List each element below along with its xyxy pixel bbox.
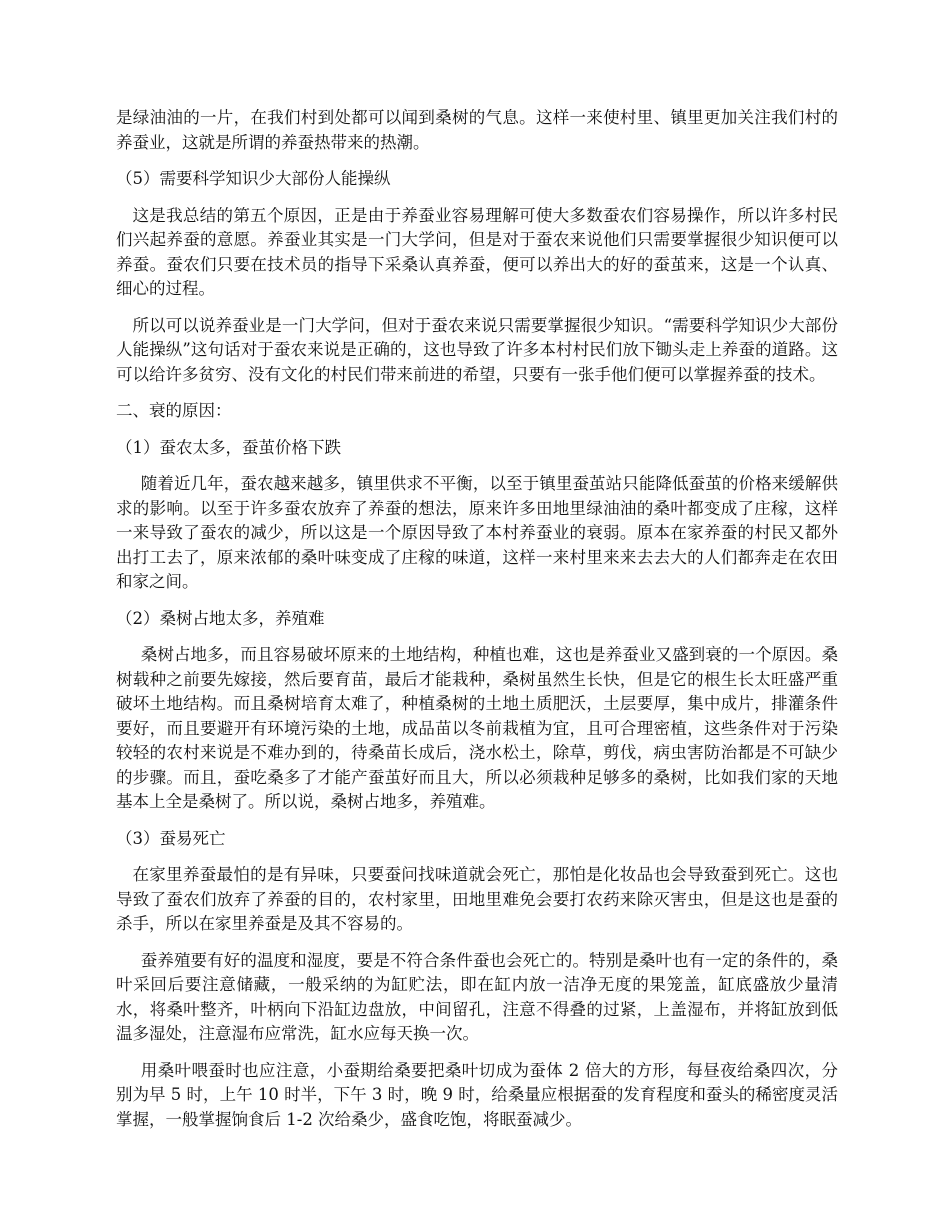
paragraph-decline-1: 随着近几年，蚕农越来越多，镇里供求不平衡，以至于镇里蚕茧站只能降低蚕茧的价格来缓解供求的影响。以至于许多蚕农放弃了养蚕的想法，原来许多田地里绿油油的桑叶都变成了庄稼，这样一来导致了蚕农的减少，所以这是一个原因导致了本村养蚕业的衰弱。原本在家养蚕的村民又都外出打工去了，原来浓郁的桑叶味变成了庄稼的味道，这样一来村里来来去去大的人们都奔走在农田和家之间。 bbox=[116, 474, 838, 591]
subheading-decline-2: （2）桑树占地太多，养殖难 bbox=[116, 608, 325, 628]
subheading-reason-5: （5）需要科学知识少大部份人能操纵 bbox=[116, 169, 391, 188]
paragraph-reason-5-a: 这是我总结的第五个原因，正是由于养蚕业容易理解可使大多数蚕农们容易操作，所以许多村民们兴起养蚕的意愿。养蚕业其实是一门大学问，但是对于蚕农来说他们只需要掌握很少知识便可以养蚕。蚕农们只要在技术员的指导下采桑认真养蚕，便可以养出大的好的蚕茧来，这是一个认真、细心的过程。 bbox=[116, 205, 838, 298]
paragraph-decline-3-b: 蚕养殖要有好的温度和湿度，要是不符合条件蚕也会死亡的。特别是桑叶也有一定的条件的，桑叶采回后要注意储藏，一般采纳的为缸贮法，即在缸内放一洁净无度的果笼盖，缸底盛放少量清水，将桑叶整齐，叶柄向下沿缸边盘放，中间留孔，注意不得叠的过紧，上盖湿布，并将缸放到低温多湿处，注意湿布应常洗，缸水应每天换一次。 bbox=[116, 950, 838, 1043]
section-heading-decline: 二、衰的原因： bbox=[116, 401, 232, 420]
paragraph-decline-2: 桑树占地多，而且容易破坏原来的土地结构，种植也难，这也是养蚕业又盛到衰的一个原因。桑树载种之前要先嫁接，然后要育苗，最后才能栽种，桑树虽然生长快，但是它的根生长太旺盛严重破坏土地结构。而且桑树培育太难了，种植桑树的土地土质肥沃，土层要厚，集中成片，排灌条件要好，而且要避开有环境污染的土地，成品苗以冬前栽植为宜，且可合理密植，这些条件对于污染较轻的农村来说是不难办到的，待桑苗长成后，浇水松土，除草，剪伐，病虫害防治都是不可缺少的步骤。而且，蚕吃桑多了才能产蚕茧好而且大，所以必须栽种足够多的桑树，比如我们家的天地基本上全是桑树了。所以说，桑树占地多，养殖难。 bbox=[116, 645, 838, 811]
paragraph-reason-5-b: 所以可以说养蚕业是一门大学问，但对于蚕农来说只需要掌握很少知识。“需要科学知识少大部份人能操纵”这句话对于蚕农来说是正确的，这也导致了许多本村村民们放下锄头走上养蚕的道路。这可以给许多贫穷、没有文化的村民们带来前进的希望，只要有一张手他们便可以掌握养蚕的技术。 bbox=[116, 315, 838, 384]
subheading-decline-3: （3）蚕易死亡 bbox=[116, 828, 226, 848]
document-page bbox=[116, 106, 838, 1144]
paragraph-decline-3-a: 在家里养蚕最怕的是有异味，只要蚕问找味道就会死亡，那怕是化妆品也会导致蚕到死亡。这也导致了蚕农们放弃了养蚕的目的，农村家里，田地里难免会要打农药来除灭害虫，但是这也是蚕的杀手，所以在家里养蚕是及其不容易的。 bbox=[116, 865, 838, 933]
subheading-decline-1: （1）蚕农太多，蚕茧价格下跌 bbox=[116, 437, 341, 457]
paragraph-continued: 是绿油油的一片，在我们村到处都可以闻到桑树的气息。这样一来使村里、镇里更加关注我们村的养蚕业，这就是所谓的养蚕热带来的热潮。 bbox=[116, 108, 838, 152]
paragraph-decline-3-c: 用桑叶喂蚕时也应注意，小蚕期给桑要把桑叶切成为蚕体 2 倍大的方形，每昼夜给桑四次，分别为早 5 时，上午 10 时半，下午 3 时，晚 9 时，给桑量应根据蚕的发育程度和蚕头的稀密度灵活掌握，一般掌握饷食后 1-2 次给桑少，盛食吃饱，将眠蚕减少。 bbox=[116, 1060, 838, 1129]
